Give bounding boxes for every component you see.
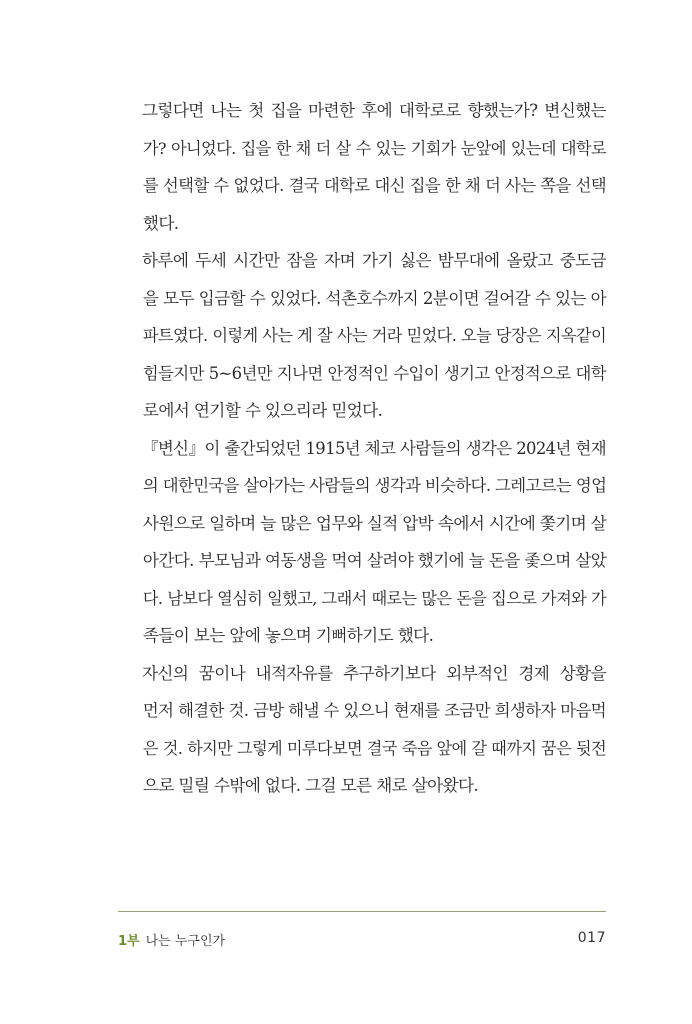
paragraph-2 [118,242,606,430]
text-line: 했다. [142,213,179,233]
body-text [118,92,606,805]
text-line: 은 것. 하지만 그렇게 미루다보면 결국 죽음 앞에 갈 때까지 꿈은 뒷전 [142,738,606,758]
footer-chapter-title: 나는 누구인가 [145,934,226,949]
paragraph-3 [118,430,606,655]
text-line: 로에서 연기할 수 있으리라 믿었다. [142,401,383,420]
text-line: 그렇다면 나는 첫 집을 마련한 후에 대학로로 향했는가? 변신했는 [142,101,606,120]
text-line: 를 선택할 수 없었다. 결국 대학로 대신 집을 한 채 더 사는 쪽을 선택 [142,176,606,195]
paragraph-4 [118,655,606,805]
text-line: 힘들지만 5~6년만 지나면 안정적인 수입이 생기고 안정적으로 대학 [142,363,606,383]
text-line: 파트였다. 이렇게 사는 게 잘 사는 거라 믿었다. 오늘 당장은 지옥같이 [142,326,606,345]
text-line: 『변신』이 출간되었던 1915년 체코 사람들의 생각은 2024년 현재 [142,438,606,458]
text-line: 아간다. 부모님과 여동생을 먹여 살려야 했기에 늘 돈을 좇으며 살았 [142,551,607,570]
paragraph-1 [118,92,606,242]
text-line: 자신의 꿈이나 내적자유를 추구하기보다 외부적인 경제 상황을 [142,663,606,683]
footer-divider [118,911,606,912]
text-line: 으로 밀릴 수밖에 없다. 그걸 모른 채로 살아왔다. [142,776,479,795]
text-line: 족들이 보는 앞에 놓으며 기뻐하기도 했다. [142,626,434,645]
text-line: 하루에 두세 시간만 잠을 자며 가기 싫은 밤무대에 올랐고 중도금 [142,251,606,270]
text-line: 을 모두 입금할 수 있었다. 석촌호수까지 2분이면 걸어갈 수 있는 아 [142,288,606,308]
text-line: 다. 남보다 열심히 일했고, 그래서 때로는 많은 돈을 집으로 가져와 가 [142,588,606,608]
text-line: 사원으로 일하며 늘 많은 업무와 실적 압박 속에서 시간에 쫓기며 살 [142,513,607,533]
text-line: 가? 아니었다. 집을 한 채 더 살 수 있는 기회가 눈앞에 있는데 대학로 [142,138,606,158]
text-line: 먼저 해결한 것. 금방 해낼 수 있으니 현재를 조금만 희생하자 마음먹 [142,701,606,720]
footer-part-label: 1부 [118,934,140,949]
page-number: 017 [577,930,606,946]
page-footer [118,930,606,950]
text-line: 의 대한민국을 살아가는 사람들의 생각과 비슷하다. 그레고르는 영업 [142,476,607,495]
